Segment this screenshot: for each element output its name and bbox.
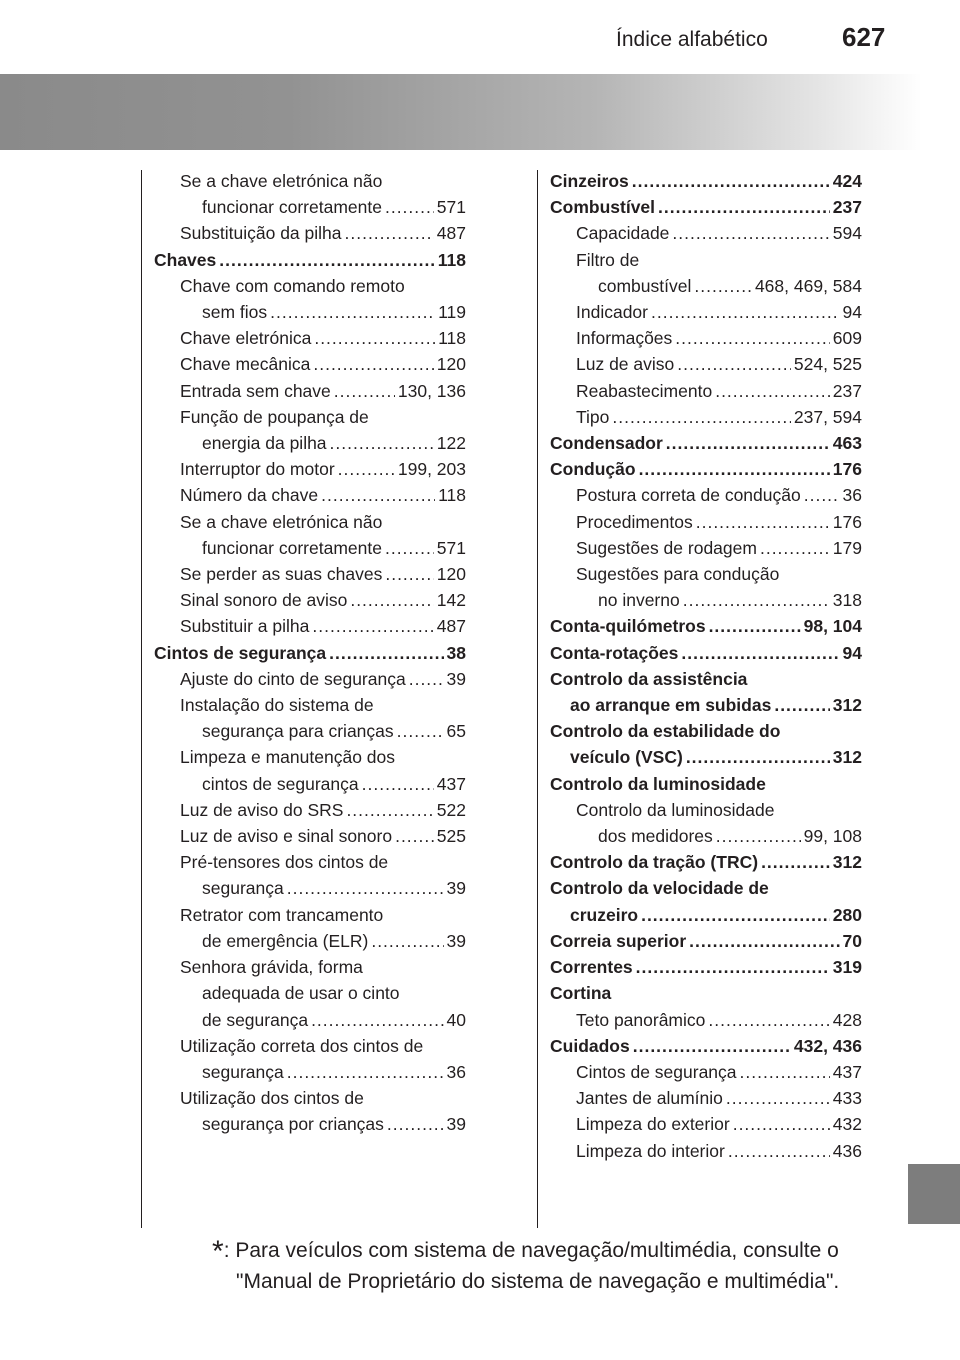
index-entry-term: funcionar corretamente <box>202 197 382 218</box>
footnote <box>212 1236 872 1297</box>
index-entry: adequada de usar o cinto <box>202 983 400 1004</box>
index-entry-term: de emergência (ELR) <box>202 930 369 951</box>
index-entry <box>550 430 862 456</box>
dot-leader <box>287 1059 444 1085</box>
index-entry <box>550 1033 862 1059</box>
index-entry-term: segurança <box>202 878 284 899</box>
index-entry-page: 428 <box>832 1009 862 1030</box>
index-entry-term: Se perder as suas chaves <box>180 564 383 585</box>
index-entry <box>154 430 466 456</box>
header-band <box>0 74 960 150</box>
index-entry-page: 40 <box>446 1009 466 1030</box>
index-entry: Cortina <box>550 983 612 1004</box>
index-entry-term: segurança por crianças <box>202 1114 384 1135</box>
index-entry-page: 99, 108 <box>803 826 862 847</box>
index-entry-term: Número da chave <box>180 485 319 506</box>
dot-leader <box>689 928 839 954</box>
index-entry-page: 436 <box>832 1140 862 1161</box>
index-entry: Utilização dos cintos de <box>180 1088 364 1109</box>
dot-leader <box>311 1007 443 1033</box>
dot-leader <box>270 299 435 325</box>
index-entry <box>550 404 862 430</box>
index-entry-page: 119 <box>438 302 466 323</box>
index-entry-term: Indicador <box>576 302 648 323</box>
index-entry-page: 437 <box>436 773 466 794</box>
index-entry-page: 487 <box>436 223 466 244</box>
index-entry <box>154 247 466 273</box>
index-entry <box>550 456 862 482</box>
index-entry <box>550 351 862 377</box>
dot-leader <box>395 823 434 849</box>
index-entry-term: Substituir a pilha <box>180 616 310 637</box>
dot-leader <box>219 247 435 273</box>
index-entry-page: 280 <box>832 904 862 925</box>
index-entry-term: dos medidores <box>598 826 713 847</box>
index-entry <box>154 666 466 692</box>
index-entry-term: Tipo <box>576 406 610 427</box>
index-entry-term: Chave mecânica <box>180 354 311 375</box>
index-entry-term: Teto panorâmico <box>576 1009 706 1030</box>
index-entry <box>154 535 466 561</box>
index-entry-page: 237, 594 <box>793 406 862 427</box>
index-entry-page: 571 <box>436 197 466 218</box>
index-entry <box>154 797 466 823</box>
index-entry <box>550 613 862 639</box>
index-entry-term: de segurança <box>202 1009 309 1030</box>
index-entry-term: Cuidados <box>550 1035 630 1056</box>
index-entry-page: 433 <box>832 1088 862 1109</box>
index-entry <box>550 194 862 220</box>
dot-leader <box>740 1059 830 1085</box>
index-entry-term: Controlo da tração (TRC) <box>550 852 759 873</box>
index-entry-term: Informações <box>576 328 673 349</box>
index-entry-page: 319 <box>832 957 862 978</box>
dot-leader <box>641 902 830 928</box>
index-entry <box>550 535 862 561</box>
index-column-right <box>550 168 862 1164</box>
index-entry-page: 39 <box>446 1114 466 1135</box>
index-entry-page: 468, 469, 584 <box>754 275 862 296</box>
dot-leader <box>683 587 830 613</box>
dot-leader <box>708 1007 829 1033</box>
index-entry-term: Cintos de segurança <box>576 1061 737 1082</box>
dot-leader <box>338 456 395 482</box>
dot-leader <box>716 823 801 849</box>
index-entry: Sugestões para condução <box>576 564 780 585</box>
dot-leader <box>334 378 395 404</box>
index-entry <box>550 482 862 508</box>
index-entry-page: 487 <box>436 616 466 637</box>
index-entry-term: Combustível <box>550 197 656 218</box>
index-entry <box>154 587 466 613</box>
index-entry-page: 179 <box>832 537 862 558</box>
index-entry-page: 312 <box>832 852 862 873</box>
dot-leader <box>612 404 790 430</box>
dot-leader <box>760 535 830 561</box>
index-entry-page: 118 <box>437 249 466 270</box>
index-entry-term: Luz de aviso e sinal sonoro <box>180 826 393 847</box>
index-entry-page: 36 <box>446 1061 466 1082</box>
dot-leader <box>733 1111 830 1137</box>
dot-leader <box>686 744 830 770</box>
index-entry-page: 122 <box>436 433 466 454</box>
dot-leader <box>761 849 830 875</box>
index-entry-term: Postura correta de condução <box>576 485 801 506</box>
index-entry <box>550 640 862 666</box>
index-entry-page: 70 <box>842 930 862 951</box>
dot-leader <box>632 168 830 194</box>
index-entry: Se a chave eletrónica não <box>180 511 383 532</box>
index-entry <box>550 1085 862 1111</box>
index-entry: Utilização correta dos cintos de <box>180 1035 424 1056</box>
index-entry: Controlo da luminosidade <box>576 799 775 820</box>
index-entry <box>550 954 862 980</box>
index-entry-term: Limpeza do interior <box>576 1140 725 1161</box>
dot-leader <box>314 325 435 351</box>
dot-leader <box>696 509 830 535</box>
dot-leader <box>350 587 433 613</box>
index-entry <box>154 482 466 508</box>
column-divider-left <box>141 170 142 1228</box>
dot-leader <box>409 666 444 692</box>
index-entry-page: 437 <box>832 1061 862 1082</box>
index-entry <box>550 849 862 875</box>
dot-leader <box>666 430 830 456</box>
index-entry-term: Procedimentos <box>576 511 693 532</box>
index-entry <box>154 1111 466 1137</box>
dot-leader <box>774 692 829 718</box>
dot-leader <box>681 640 839 666</box>
dot-leader <box>651 299 840 325</box>
dot-leader <box>312 613 433 639</box>
index-entry-page: 594 <box>832 223 862 244</box>
index-entry-term: Condensador <box>550 433 663 454</box>
index-entry-page: 176 <box>832 511 862 532</box>
index-entry <box>154 325 466 351</box>
index-entry <box>154 561 466 587</box>
index-entry-term: Chaves <box>154 249 217 270</box>
chapter-tab[interactable] <box>908 1164 960 1224</box>
index-entry-page: 432, 436 <box>793 1035 862 1056</box>
index-entry <box>550 1138 862 1164</box>
index-entry-term: ao arranque em subidas <box>570 695 772 716</box>
index-entry-page: 312 <box>832 747 862 768</box>
index-entry-page: 120 <box>436 564 466 585</box>
index-entry-term: cintos de segurança <box>202 773 359 794</box>
index-entry-term: Luz de aviso do SRS <box>180 799 344 820</box>
index-entry <box>154 640 466 666</box>
dot-leader <box>694 273 752 299</box>
index-entry-term: Entrada sem chave <box>180 380 331 401</box>
index-entry-page: 318 <box>832 590 862 611</box>
index-entry: Retrator com trancamento <box>180 904 384 925</box>
index-entry-term: Interruptor do motor <box>180 459 335 480</box>
dot-leader <box>346 797 433 823</box>
footnote-line-2: "Manual de Proprietário do sistema de navegação e multimédia". <box>236 1270 840 1293</box>
index-entry-page: 463 <box>832 433 862 454</box>
header-section-title: Índice alfabético <box>616 28 768 51</box>
index-entry-term: Jantes de alumínio <box>576 1088 723 1109</box>
index-entry <box>550 744 862 770</box>
dot-leader <box>397 718 444 744</box>
index-entry: Se a chave eletrónica não <box>180 171 383 191</box>
index-entry-term: energia da pilha <box>202 433 327 454</box>
dot-leader <box>675 325 830 351</box>
index-entry <box>154 771 466 797</box>
index-entry-term: Condução <box>550 459 636 480</box>
index-entry-page: 120 <box>436 354 466 375</box>
index-entry-page: 142 <box>436 590 466 611</box>
index-entry-term: cruzeiro <box>570 904 639 925</box>
index-entry-page: 39 <box>446 878 466 899</box>
index-entry-page: 118 <box>438 485 466 506</box>
index-entry-page: 94 <box>842 642 862 663</box>
dot-leader <box>633 1033 791 1059</box>
index-entry: Controlo da velocidade de <box>550 878 769 899</box>
index-entry-term: no inverno <box>598 590 680 611</box>
index-entry-page: 176 <box>832 459 862 480</box>
index-entry <box>154 220 466 246</box>
index-entry <box>154 1007 466 1033</box>
dot-leader <box>313 351 433 377</box>
dot-leader <box>636 954 830 980</box>
index-entry <box>550 220 862 246</box>
index-entry-term: Correia superior <box>550 930 687 951</box>
index-column-left <box>154 168 466 1138</box>
dot-leader <box>709 613 801 639</box>
dot-leader <box>385 561 433 587</box>
dot-leader <box>715 378 830 404</box>
index-entry <box>550 273 862 299</box>
index-entry-term: funcionar corretamente <box>202 537 382 558</box>
index-entry: Instalação do sistema de <box>180 695 374 716</box>
dot-leader <box>639 456 830 482</box>
index-entry-term: combustível <box>598 275 692 296</box>
index-entry-term: Correntes <box>550 957 633 978</box>
index-entry-term: Conta-quilómetros <box>550 616 706 637</box>
dot-leader <box>677 351 791 377</box>
index-entry-page: 522 <box>436 799 466 820</box>
index-entry-term: Luz de aviso <box>576 354 675 375</box>
index-entry-term: Cinzeiros <box>550 171 629 191</box>
index-entry-page: 39 <box>446 668 466 689</box>
index-entry-term: Limpeza do exterior <box>576 1114 730 1135</box>
index-entry-page: 571 <box>436 537 466 558</box>
footnote-line-1: : Para veículos com sistema de navegação/multimédia, consulte o <box>223 1239 839 1262</box>
index-entry-term: Reabastecimento <box>576 380 713 401</box>
index-entry <box>550 299 862 325</box>
index-entry-page: 524, 525 <box>793 354 862 375</box>
index-entry-term: Chave eletrónica <box>180 328 312 349</box>
index-entry-page: 65 <box>446 721 466 742</box>
index-entry <box>154 194 466 220</box>
dot-leader <box>658 194 830 220</box>
index-entry-page: 432 <box>832 1114 862 1135</box>
index-entry <box>550 378 862 404</box>
index-entry <box>154 351 466 377</box>
dot-leader <box>804 482 840 508</box>
dot-leader <box>321 482 435 508</box>
index-entry-page: 424 <box>832 171 862 191</box>
dot-leader <box>329 640 443 666</box>
index-entry-page: 237 <box>832 197 862 218</box>
index-entry: Função de poupança de <box>180 406 369 427</box>
index-entry <box>550 902 862 928</box>
index-entry <box>154 1059 466 1085</box>
column-divider-center <box>537 170 538 1228</box>
index-entry <box>550 1007 862 1033</box>
index-entry-page: 98, 104 <box>803 616 862 637</box>
index-entry <box>550 1059 862 1085</box>
index-entry-page: 237 <box>832 380 862 401</box>
index-entry: Senhora grávida, forma <box>180 957 363 978</box>
index-entry-term: Ajuste do cinto de segurança <box>180 668 406 689</box>
index-entry-term: Cintos de segurança <box>154 642 327 663</box>
index-entry <box>154 823 466 849</box>
index-entry-page: 38 <box>446 642 466 663</box>
index-entry <box>550 692 862 718</box>
dot-leader <box>287 875 444 901</box>
index-entry: Controlo da assistência <box>550 668 748 689</box>
dot-leader <box>726 1085 830 1111</box>
index-entry <box>154 613 466 639</box>
index-entry <box>154 378 466 404</box>
dot-leader <box>362 771 434 797</box>
index-entry-term: Capacidade <box>576 223 670 244</box>
index-entry-page: 94 <box>842 302 862 323</box>
index-entry-page: 609 <box>832 328 862 349</box>
footnote-marker: * <box>212 1235 224 1268</box>
index-entry <box>154 718 466 744</box>
dot-leader <box>672 220 829 246</box>
index-entry <box>154 928 466 954</box>
index-entry <box>550 587 862 613</box>
index-entry <box>550 168 862 194</box>
index-entry <box>550 823 862 849</box>
index-entry: Pré-tensores dos cintos de <box>180 852 389 873</box>
index-entry <box>550 928 862 954</box>
dot-leader <box>345 220 434 246</box>
dot-leader <box>330 430 434 456</box>
index-entry-page: 36 <box>842 485 862 506</box>
index-entry-term: Sugestões de rodagem <box>576 537 757 558</box>
index-entry-term: segurança <box>202 1061 284 1082</box>
dot-leader <box>387 1111 444 1137</box>
dot-leader <box>371 928 443 954</box>
index-entry: Controlo da luminosidade <box>550 773 766 794</box>
index-entry-term: segurança para crianças <box>202 721 394 742</box>
index-entry-term: veículo (VSC) <box>570 747 683 768</box>
index-entry-page: 525 <box>436 826 466 847</box>
index-entry <box>550 325 862 351</box>
index-entry-page: 130, 136 <box>397 380 466 401</box>
index-entry <box>550 509 862 535</box>
index-entry <box>550 1111 862 1137</box>
dot-leader <box>385 194 434 220</box>
page-number: 627 <box>842 22 886 52</box>
dot-leader <box>385 535 434 561</box>
index-entry-term: Substituição da pilha <box>180 223 342 244</box>
index-entry-page: 199, 203 <box>397 459 466 480</box>
index-entry-page: 312 <box>832 695 862 716</box>
index-entry: Filtro de <box>576 249 640 270</box>
index-entry-term: Conta-rotações <box>550 642 679 663</box>
dot-leader <box>728 1138 830 1164</box>
index-entry: Limpeza e manutenção dos <box>180 747 395 768</box>
index-entry <box>154 456 466 482</box>
index-entry: Controlo da estabilidade do <box>550 721 781 742</box>
index-entry: Chave com comando remoto <box>180 275 405 296</box>
index-entry-page: 39 <box>446 930 466 951</box>
index-entry <box>154 875 466 901</box>
index-entry-page: 118 <box>438 328 466 349</box>
index-entry <box>154 299 466 325</box>
index-entry-term: sem fios <box>202 302 268 323</box>
index-entry-term: Sinal sonoro de aviso <box>180 590 348 611</box>
